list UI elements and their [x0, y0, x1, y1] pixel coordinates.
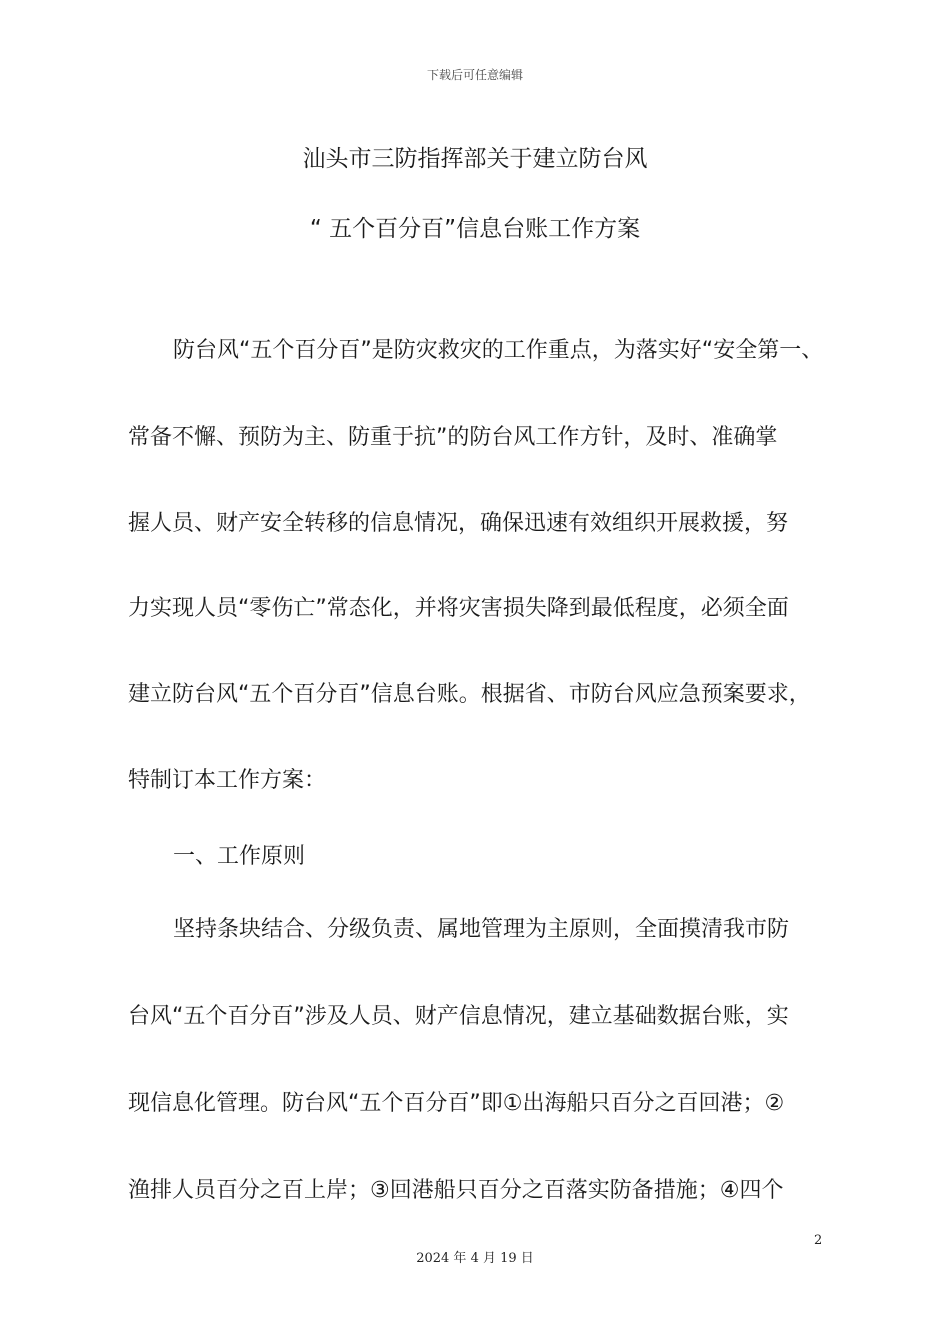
document-title-line-2: “ 五个百分百”信息台账工作方案 — [309, 216, 641, 242]
page-number: 2 — [814, 1233, 823, 1248]
paragraph-line: 现信息化管理。防台风“五个百分百”即①出海船只百分之百回港；② — [128, 1091, 785, 1116]
paragraph-line: 防台风“五个百分百”是防灾救灾的工作重点，为落实好“安全第一、 — [173, 338, 824, 363]
section-heading: 一、工作原则 — [173, 844, 306, 869]
paragraph-line: 常备不懈、预防为主、防重于抗”的防台风工作方针，及时、准确掌 — [128, 425, 778, 450]
paragraph-line: 台风“五个百分百”涉及人员、财产信息情况，建立基础数据台账，实 — [128, 1004, 789, 1029]
header-note: 下载后可任意编辑 — [426, 68, 523, 82]
paragraph-line: 渔排人员百分之百上岸；③回港船只百分之百落实防备措施；④四个 — [128, 1178, 784, 1203]
footer-date: 2024 年 4 月 19 日 — [416, 1251, 534, 1266]
paragraph-line: 握人员、财产安全转移的信息情况，确保迅速有效组织开展救援，努 — [128, 511, 789, 536]
document-title-line-1: 汕头市三防指挥部关于建立防台风 — [302, 146, 648, 172]
paragraph-line: 坚持条块结合、分级负责、属地管理为主原则，全面摸清我市防 — [173, 917, 790, 942]
paragraph-line: 力实现人员“零伤亡”常态化，并将灾害损失降到最低程度，必须全面 — [128, 596, 789, 621]
paragraph-line: 建立防台风“五个百分百”信息台账。根据省、市防台风应急预案要求， — [128, 682, 811, 707]
paragraph-line: 特制订本工作方案： — [128, 768, 327, 793]
